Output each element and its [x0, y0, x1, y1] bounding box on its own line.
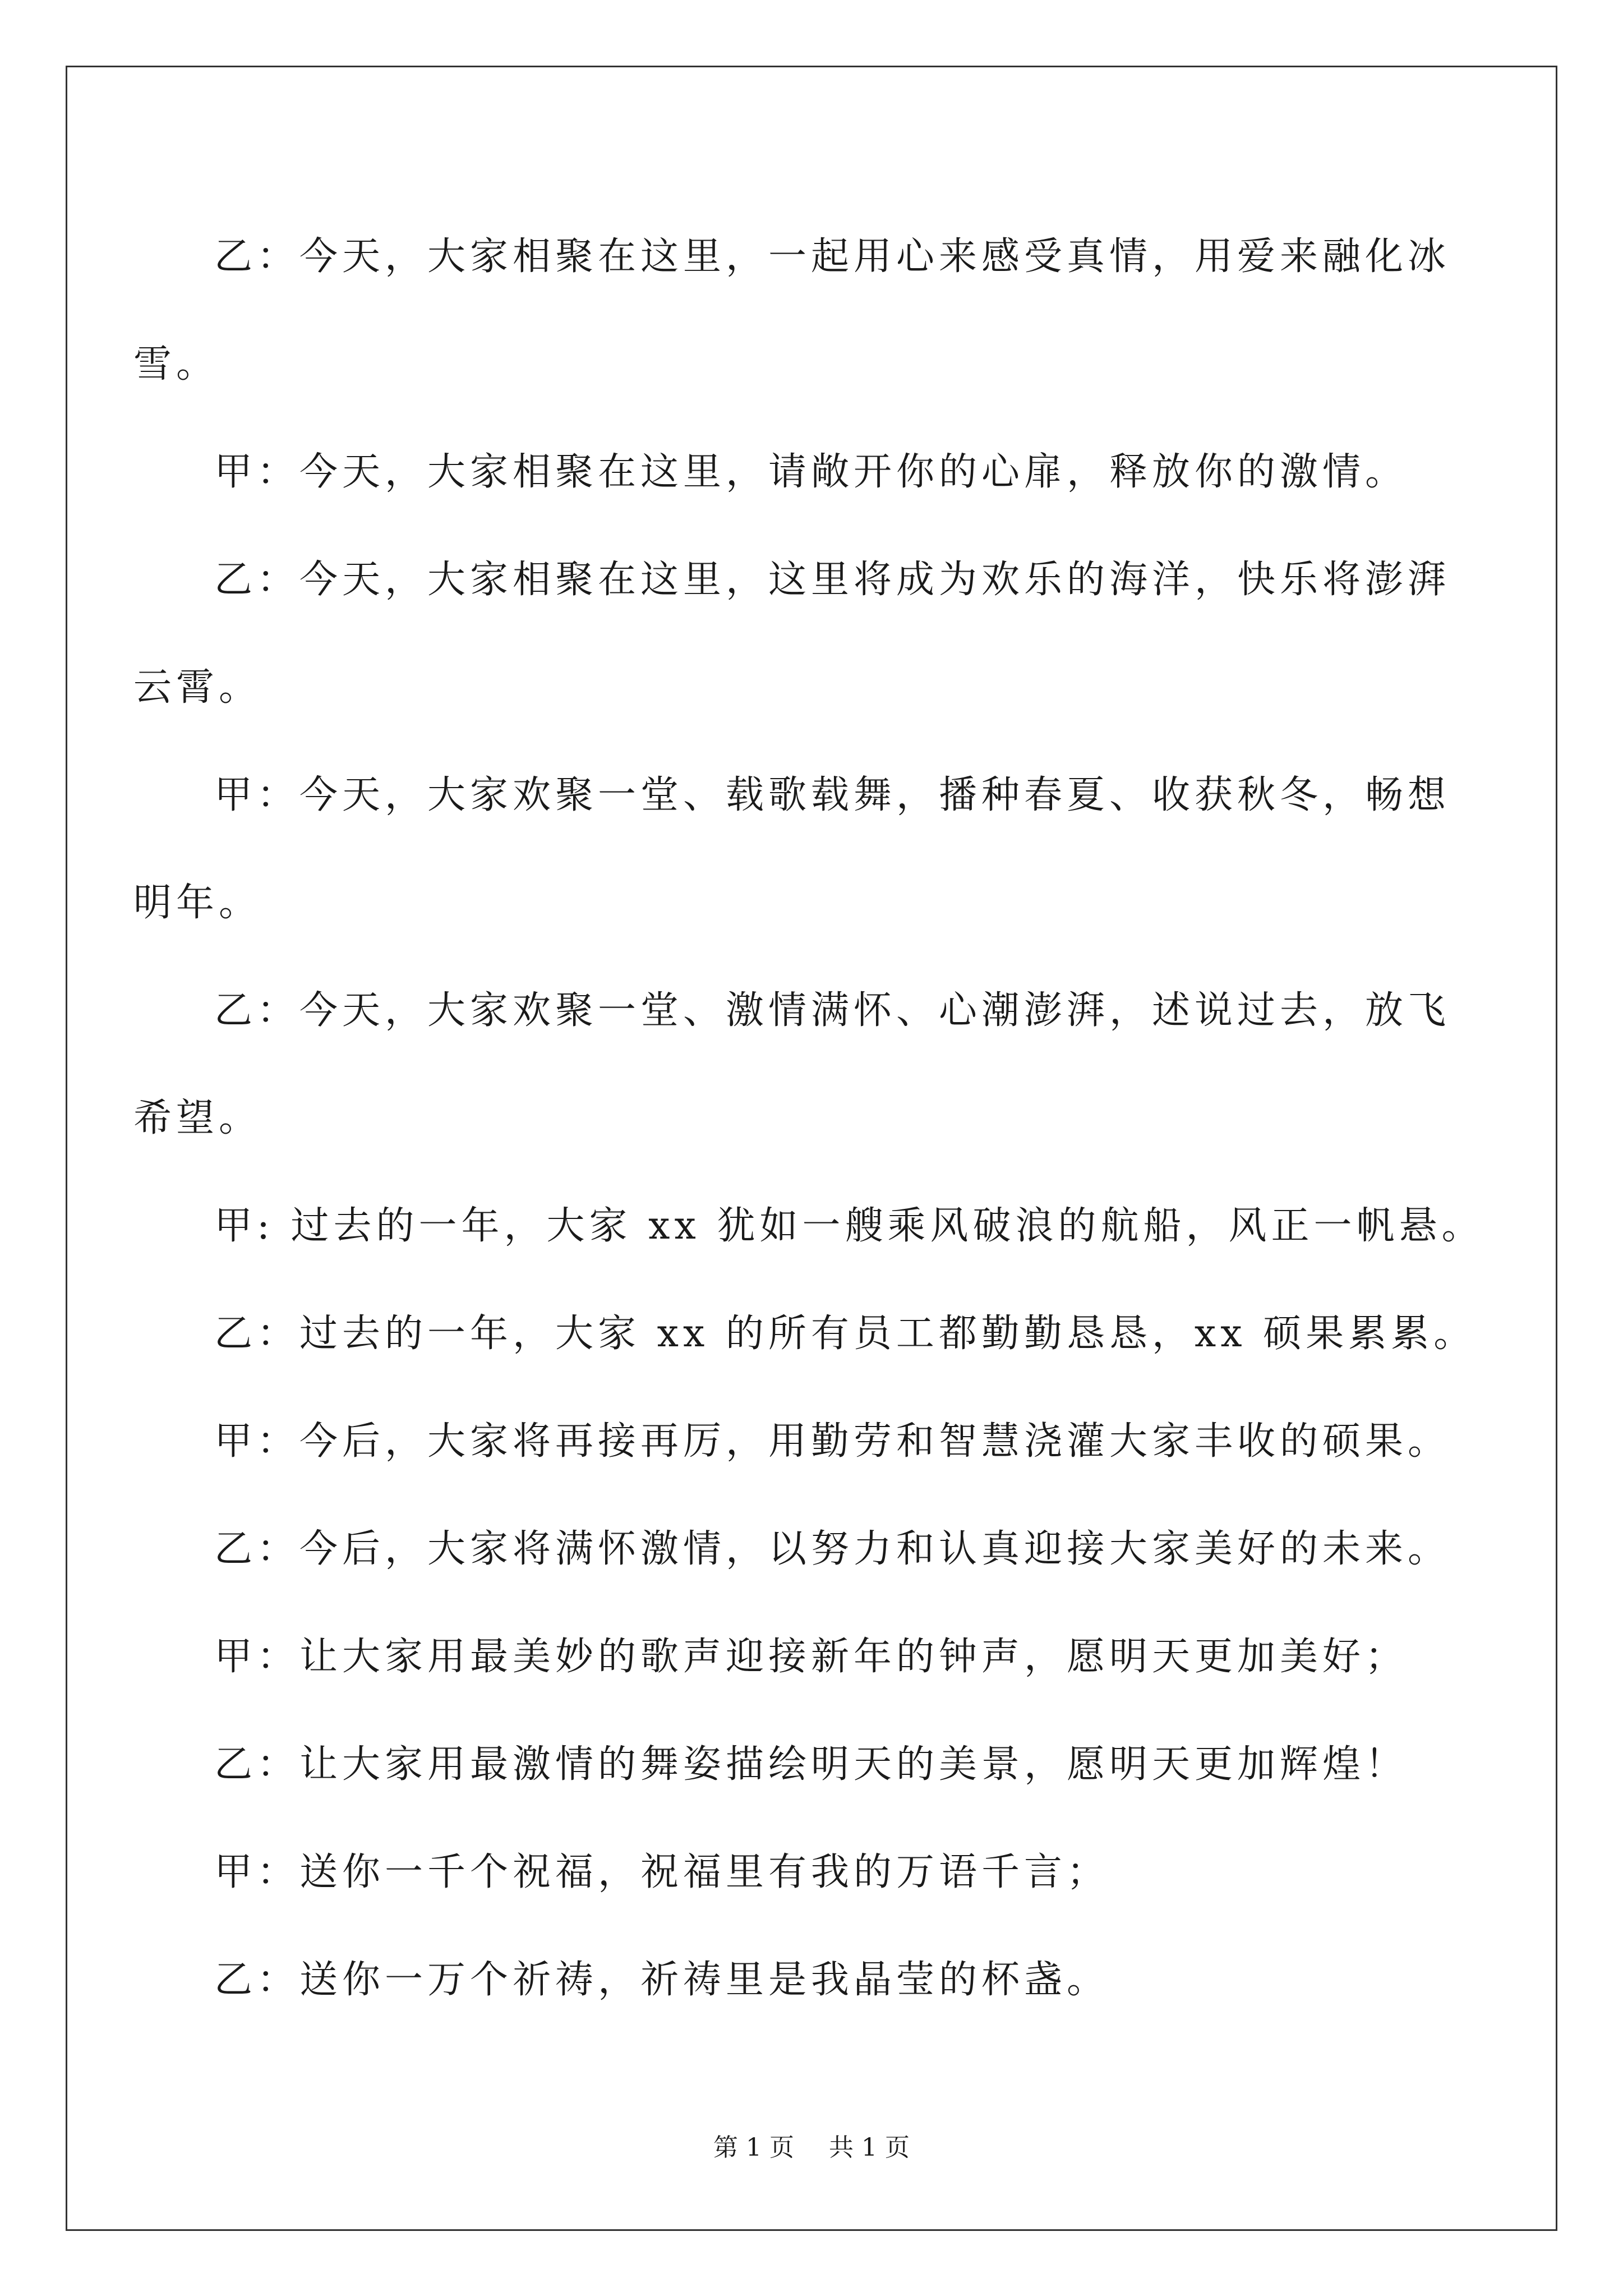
paragraph-7: 乙：过去的一年，大家 xx 的所有员工都勤勤恳恳，xx 硕果累累。 [214, 1312, 1477, 1356]
paragraph-11: 乙：让大家用最激情的舞姿描绘明天的美景，愿明天更加辉煌！ [214, 1742, 1408, 1787]
paragraph-8: 甲：今后，大家将再接再厉，用勤劳和智慧浇灌大家丰收的硕果。 [214, 1419, 1451, 1464]
paragraph-5: 乙：今天，大家欢聚一堂、激情满怀、心潮澎湃，述说过去，放飞希望。 [133, 988, 1451, 1140]
paragraph-9: 乙：今后，大家将满怀激情，以努力和认真迎接大家美好的未来。 [214, 1527, 1451, 1571]
paragraph-3: 乙：今天，大家相聚在这里，这里将成为欢乐的海洋，快乐将澎湃云霄。 [133, 558, 1451, 710]
page-footer [0, 2127, 1623, 2163]
paragraph-1: 乙：今天，大家相聚在这里，一起用心来感受真情，用爱来融化冰雪。 [133, 234, 1451, 386]
paragraph-2: 甲：今天，大家相聚在这里，请敞开你的心扉，释放你的激情。 [214, 450, 1408, 494]
paragraph-6: 甲: 过去的一年，大家 xx 犹如一艘乘风破浪的航船，风正一帆悬。 [214, 1204, 1484, 1248]
paragraph-12: 甲：送你一千个祝福，祝福里有我的万语千言； [214, 1850, 1110, 1894]
page-number: 第 1 页 [713, 2133, 794, 2162]
page-total: 共 1 页 [829, 2133, 910, 2162]
paragraph-10: 甲：让大家用最美妙的歌声迎接新年的钟声，愿明天更加美好； [214, 1635, 1408, 1679]
paragraph-4: 甲：今天，大家欢聚一堂、载歌载舞，播种春夏、收获秋冬，畅想明年。 [133, 773, 1451, 925]
document-body [133, 203, 1490, 2034]
paragraph-13: 乙：送你一万个祈祷，祈祷里是我晶莹的杯盏。 [214, 1958, 1110, 2002]
